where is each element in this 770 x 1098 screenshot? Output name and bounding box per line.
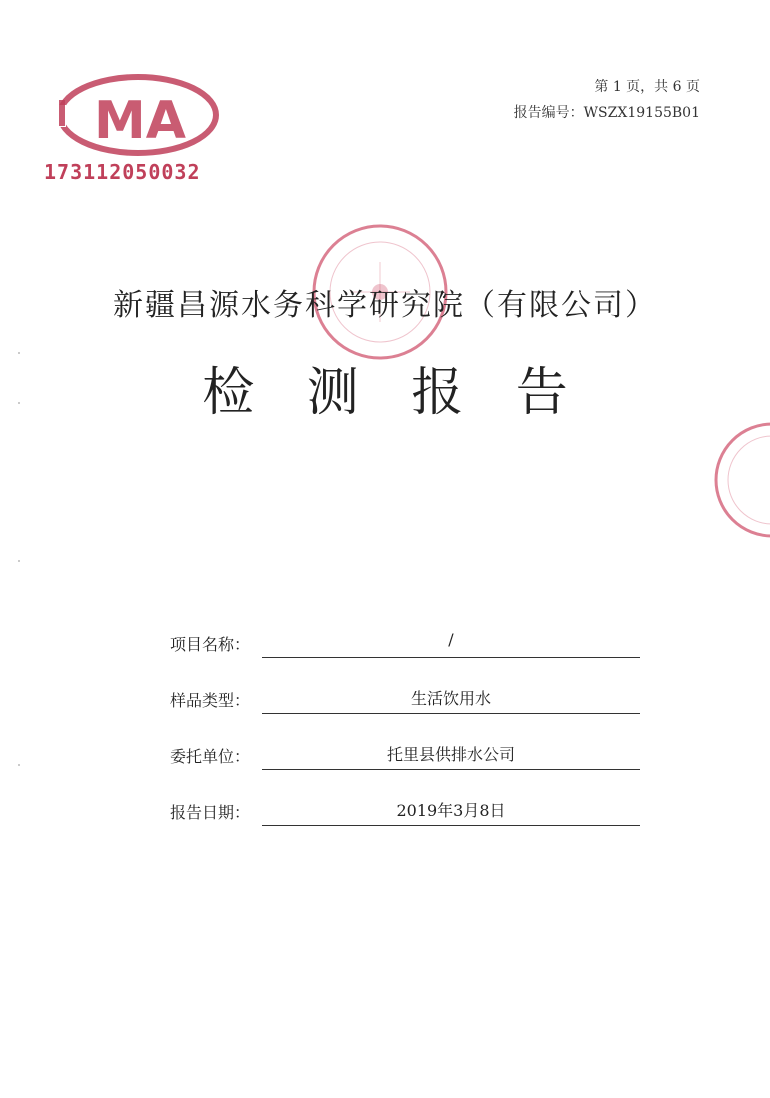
scan-speck (18, 352, 20, 354)
field-value: 托里县供排水公司 (386, 745, 515, 764)
scan-speck (18, 764, 20, 766)
underline (262, 825, 640, 826)
field-label: 项目名称： (170, 635, 251, 654)
field-value: / (448, 630, 454, 649)
cma-number: 173112050032 (44, 160, 201, 184)
field-project-name (170, 630, 640, 686)
field-label: 报告日期： (170, 803, 251, 822)
field-label: 委托单位： (170, 747, 251, 766)
underline (262, 713, 640, 714)
scan-speck (18, 560, 20, 562)
scan-speck (18, 402, 20, 404)
underline (262, 769, 640, 770)
field-label: 样品类型： (170, 691, 251, 710)
underline (262, 657, 640, 658)
organization-name: 新疆昌源水务科学研究院（有限公司） (113, 288, 657, 323)
field-client (170, 742, 640, 798)
edge-seal (712, 420, 770, 540)
page-indicator: 第 1 页，共 6 页 (594, 79, 700, 95)
report-title: 检 测 报 告 (202, 363, 586, 423)
cma-letters: MA (94, 91, 186, 151)
field-value: 生活饮用水 (410, 689, 491, 708)
field-value: 2019年3月8日 (396, 801, 506, 820)
report-info-fields (170, 630, 640, 854)
page-info (514, 74, 700, 126)
field-sample-type (170, 686, 640, 742)
report-number: 报告编号：WSZX19155B01 (513, 105, 700, 121)
field-report-date (170, 798, 640, 854)
